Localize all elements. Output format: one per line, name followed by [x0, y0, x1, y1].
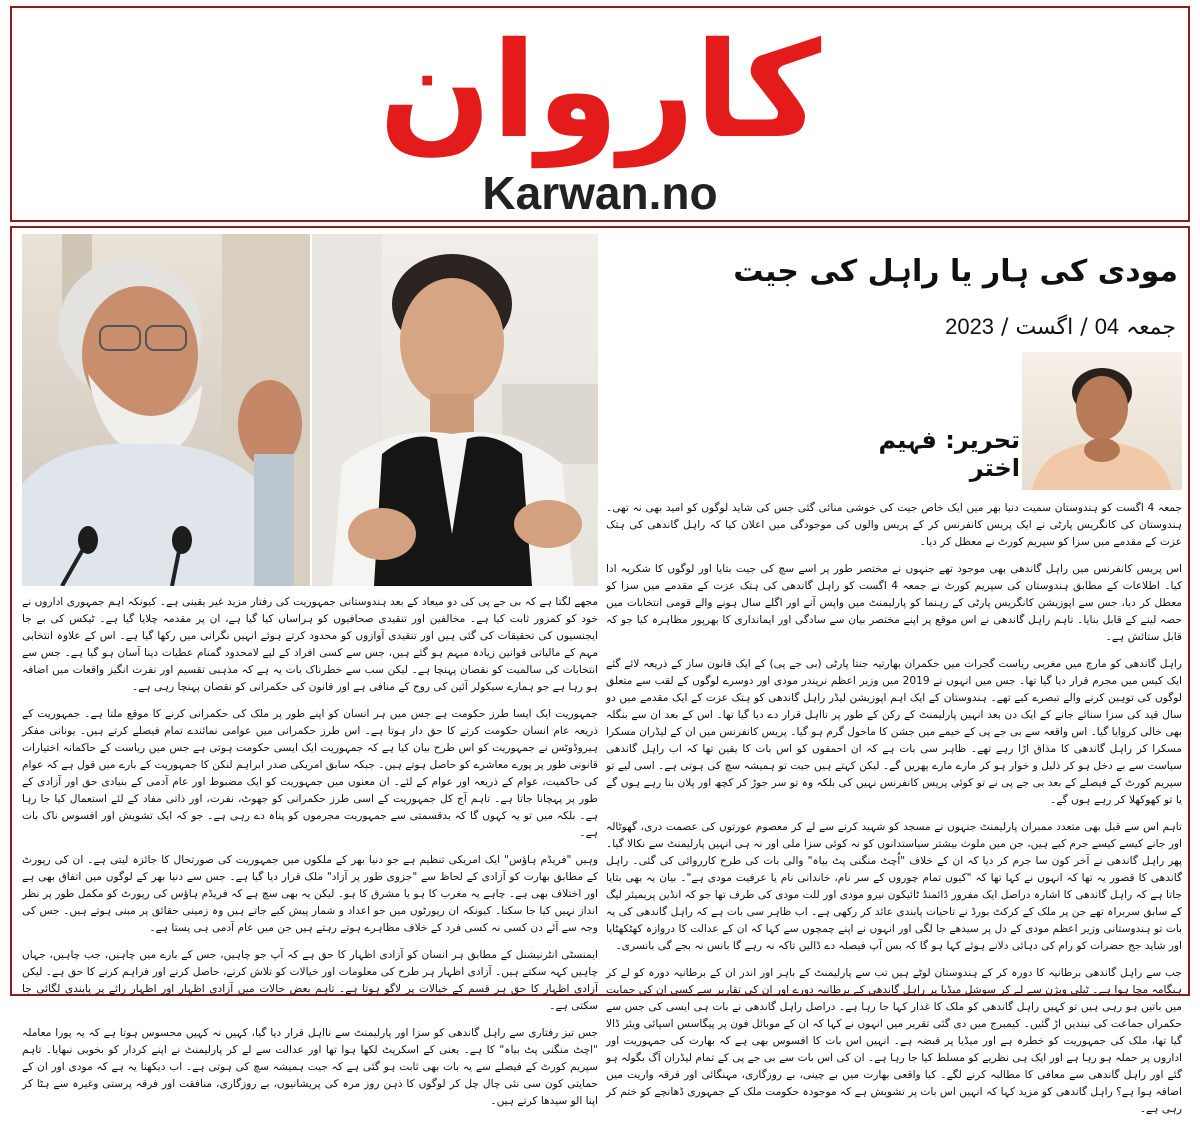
- author-photo: [1022, 352, 1182, 490]
- paragraph: مجھے لگتا ہے کہ بی جے پی کی دو میعاد کے بعد ہندوستانی جمہوریت کی رفتار مزید غیر یقینی ہے۔ کیونکہ اہم جمہوری اداروں نے خود کو کمزور ثابت کیا ہے۔ مخالفین اور تنقیدی صحافیوں کو ہراساں کیا گیا ہے، ان پر مقدمہ چلایا گیا ہے۔ ٹیکس کی بے جا ایجنسیوں کی تحقیقات کی گئی ہیں اور تنقیدی آوازوں کو محدود کرتے ہوئے انہیں نگرانی میں رکھا گیا ہے۔ اس کے علاوہ انتخابی مہم کے مالیاتی قوانین زیادہ مبہم ہو گئے ہیں، جس سے کسی افراد کے لیے لامحدود گمنام عطیات دینا آسان ہو گیا ہے۔ جس سے انتخابات کی سالمیت کو نقصان پہنچا ہے۔ لیکن سب سے خطرناک بات یہ ہے کہ مذہبی تقسیم اور نفرت انگیز واقعات میں اضافہ ہو رہا ہے جو ہمارے سیکولر آئین کی روح کے منافی ہے اور قانون کی حکمرانی کو نقصان پہنچا رہی ہے۔: [22, 596, 598, 693]
- date-prefix: جمعہ: [1126, 315, 1176, 340]
- article-date: جمعہ 04 / اگست / 2023: [945, 314, 1176, 340]
- paragraph: راہل گاندھی کو مارچ میں مغربی ریاست گجرات میں حکمران بھارتیہ جنتا پارٹی (بی جے پی) کے ایک قانون ساز کے ذریعہ لائے گئے ایک کیس میں مجرم قرار دیا گیا تھا۔ جس میں انہوں نے 2019 میں وزیر اعظم نریندر مودی اور دوسرے لوگوں کے لقب سے متعلق لوگوں کی توہین کرنے والے تبصرے کیے تھے۔ ہندوستان کے ایک اہم اپوزیشن لیڈر راہل گاندھی کو ہتک عزت کے ایک مقدمے میں دو سال قید کی سزا سنائے جانے کے ایک دن بعد انہیں پارلیمنٹ کے رکن کے طور پر نااہل قرار دے دیا گیا تھا۔ اس کے بعد ان سے بنگلہ بھی خالی کروایا گیا۔ اس واقعہ سے بی جے پی کے خیمے میں جشن کا ماحول گرم ہو گیا۔ پریس کانفرنس میں ان کے لیڈران مسکرا مسکرا کر راہل گاندھی کا مذاق اڑا رہے تھے۔ ظاہر سی بات ہے کہ ان احمقوں کو اس بات کا یقین تھا کہ اب راہل گاندھی سیاست سے بے دخل ہو کر ذلیل و خوار ہو کر مارے مارے پھریں گے۔ لیکن کہتے ہیں جیت تو ہمیشہ سچ کی ہوتی ہے۔ اسی لیے تو سپریم کورٹ کے فیصلے کے بعد بی جے پی نے تو کوئی پریس کانفرنس نہیں کی بلکہ وہ تو سر جوڑ کر کچھ اور پلان بنا رہے ہوں گے یا تو کھوکھلا کر رہے ہوں گے۔: [606, 658, 1182, 806]
- paragraph: تاہم اس سے قبل بھی متعدد ممبران پارلیمنٹ جنہوں نے مسجد کو شہید کرنے سے لے کر معصوم عورتوں کی عصمت دری، گھوٹالہ اور جانے کیسے کیسے جرم کیے ہیں، جن میں ملوث بیشتر سیاستدانوں کو نہ کوئی سزا ملی اور نہ ہی انہیں پارلیمنٹ سے نکالا گیا۔ پھر راہل گاندھی نے آخر کون سا جرم کر دیا کہ ان کے خلاف "اُچٹ منگنی پٹ بیاہ" والی بات کی طرح کارروائی کی گئی۔ راہل گاندھی کا قصور یہ تھا کہ انہوں نے کہا تھا کہ "کیوں تمام چوروں کے سر نام، خاندانی نام یا عرفیت مودی ہے"۔ بیان یہ بھی بتایا جاتا ہے کہ راہل گاندھی کا اشارہ دراصل ایک مفرور ڈائمنڈ ٹائیکون نیرو مودی اور للت مودی کی طرف تھا جو کہ انڈین پریمیئر لیگ کے سابق سربراہ تھے جن پر ملک کے کرکٹ بورڈ نے تاحیات پابندی عائد کر رکھی ہے۔ اب ظاہر سی بات ہے کہ راہل گاندھی کی یہ بات تو ہندوستانی وزیر اعظم مودی کے دل پر سیدھے جا لگی اور انہوں نے اپنے چمچوں سے کہا کہ ان کے عدالت کا دروازہ کھٹکھٹایا اور شاید جج حضرات کو رام کی دہائی دلانے ہوئے کہا ہو گا کہ بس آپ فیصلہ دے ڈالیں تاکہ نہ رہے گا بانس نہ بجے گی بانسری۔: [606, 821, 1182, 952]
- masthead: [10, 6, 1190, 222]
- date-day: 04: [1094, 314, 1120, 339]
- photo-rahul: [312, 234, 598, 586]
- logo-urdu[interactable]: کاروان: [378, 14, 822, 168]
- paragraph: اس پریس کانفرنس میں راہل گاندھی بھی موجود تھے جنہوں نے مختصر طور پر اسے سچ کی جیت بتایا اور لوگوں کا شکریہ ادا کیا۔ اطلاعات کے مطابق ہندوستان کی سپریم کورٹ نے جمعہ 4 اگست کو راہل گاندھی کی ہتک عزت کے مقدمے میں سزا کو معطل کر دیا، جس سے اپوزیشن کانگریس پارٹی کے رہنما کو پارلیمنٹ میں واپس آنے اور اگلے سال ہونے والے قومی انتخابات میں حصہ لینے کے قابل بنایا۔ تاہم راہل گاندھی نے اس موقع پر اپنے مختصر بیان سے سادگی اور ایمانداری کا بھرپور مظاہرہ کیا جو کہ قابل ستائش ہے۔: [606, 563, 1182, 643]
- paragraph: وہیں "فریڈم ہاؤس" ایک امریکی تنظیم ہے جو دنیا بھر کے ملکوں میں جمہوریت کی صورتحال کا جائزہ لیتی ہے۔ ان کی رپورٹ کے مطابق بھارت کو آزادی کے لحاظ سے "جزوی طور پر آزاد" ملک قرار دیا گیا ہے۔ جس سے دنیا بھر کے لوگوں میں اتفاق بھی ہے اور اختلاف بھی ہے۔ چاہے یہ مغرب کا ہو یا مشرق کا ہو۔ لیکن یہ بھی سچ ہے کہ فریڈم ہاؤس کی رپورٹ کو مکمل طور پر نظر انداز نہیں کیا جا سکتا۔ کیونکہ ان رپورٹوں میں جو اعداد و شمار پیش کیے جاتے ہیں وہ زمینی حقائق پر مبنی ہوتے ہیں۔ جس کی وجہ سے آئے دن کسی نہ کسی فرد کے خلاف مظاہرے ہوتے رہتے ہیں جن میں عام آدمی ہی پستا ہے۔: [22, 854, 598, 934]
- article-byline: تحریر: فہیم اختر: [878, 426, 1020, 482]
- date-month: اگست: [1015, 315, 1074, 340]
- date-year: 2023: [945, 314, 995, 339]
- article-column-left: [22, 594, 598, 1120]
- logo-latin[interactable]: Karwan.no: [482, 167, 718, 219]
- paragraph: جس تیز رفتاری سے راہل گاندھی کو سزا اور پارلیمنٹ سے نااہل قرار دیا گیا، کہیں نہ کہیں محسوس ہوتا ہے کہ یہ پورا معاملہ "اچٹ منگنی پٹ بیاہ" کا ہے۔ یعنی کے اسکرپٹ لکھا ہوا تھا اور عدالت سے لے کر پارلیمنٹ نے اپنے کردار کو بخوبی نبھایا۔ تاہم سپریم کورٹ کے فیصلے سے یہ بات بھی ثابت ہو گئی ہے کہ جیت ہمیشہ سچ کی ہوتی ہے۔ اب دیکھنا یہ ہے کہ مودی اور ان کے حمایتی کون سی نئی چال چل کر لوگوں کا ذہن روز مرہ کی پریشانیوں، بے روزگاری، منافقت اور فرقہ پرستی وغیرہ سے ہٹا کر اپنا الو سیدھا کرتے ہیں۔: [22, 1027, 598, 1107]
- article-headline: مودی کی ہار یا راہل کی جیت: [733, 254, 1178, 289]
- paragraph: ایمنسٹی انٹرنیشنل کے مطابق ہر انسان کو آزادی اظہار کا حق ہے کہ آپ جو چاہیں، جس کے بارے میں چاہیں، جب چاہیں، جہاں چاہیں کہہ سکتے ہیں۔ آزادی اظہار ہر طرح کی معلومات اور خیالات کو تلاش کرنے، حاصل کرنے اور فراہم کرنے کا حق ہے۔ لیکن آزادی اظہار کا حق ہر قسم کے خیالات پر لاگو ہوتا ہے۔ تاہم بعض حالات میں آزادی اظہار اور اظہار رائے پر پابندی لگائی جا سکتی ہے۔: [22, 949, 598, 1012]
- photo-modi: [22, 234, 310, 586]
- paragraph: جمہوریت ایک ایسا طرز حکومت ہے جس میں ہر انسان کو اپنے طور پر ملک کی حکمرانی کرنے کا موقع ملتا ہے۔ جمہوریت کے ذریعہ عام انسان حکومت کرنے کا حق دار ہوتا ہے۔ اس طرز حکمرانی میں عوامی نمائندے تمام فیصلے کرتے ہیں۔ یونانی مفکر ہیروڈوٹس نے جمہوریت کو اس طرح بیان کیا ہے کہ جمہوریت ایک ایسی حکومت ہوتی ہے جس میں ریاست کے حاکمانہ اختیارات قانونی طور پر پورے معاشرے کو حاصل ہوتے ہیں۔ جبکہ سابق امریکی صدر ابراہم لنکن کا جمہوریت کے بارے میں قول ہے کہ عوام کی حاکمیت، عوام کے ذریعہ اور عوام کے لئے۔ ان معنوں میں جمہوریت کو ایک مضبوط اور عام آدمی کے بنیادی حق اور آزادی کے طور پر پہچانا جاتا ہے۔ تاہم آج کل جمہوریت کے اسی طرز حکمرانی کو جھوٹ، نفرت، اور ذاتی مفاد کے لئے استعمال کیا جا رہا ہے۔ بلکہ میں تو یہ کہوں گا کہ بدقسمتی سے جمہوریت مجرموں کو پناہ دے رہی ہے۔ جو کہ ایک تشویش اور افسوس ناک بات ہے۔: [22, 708, 598, 839]
- article-column-right: [606, 500, 1182, 1128]
- paragraph: جمعہ 4 اگست کو ہندوستان سمیت دنیا بھر میں ایک خاص جیت کی خوشی منائی گئی جس کی شاید لوگوں کو امید بھی نہ تھی۔ ہندوستان کی کانگریس پارٹی نے ایک پریس کانفرنس کر کے پریس والوں کی موجودگی میں اعلان کیا کہ راہل گاندھی کی ہتک عزت کے مقدمے میں سزا کو سپریم کورٹ نے معطل کر دیا۔: [606, 502, 1182, 548]
- paragraph: جب سے راہل گاندھی برطانیہ کا دورہ کر کے ہندوستان لوٹے ہیں تب سے پارلیمنٹ کے باہر اور اندر ان کے برطانیہ دورہ کو لے کر ہنگامہ مچا ہوا ہے۔ ٹیلی ویژن سے لے کر سوشل میڈیا پر راہل گاندھی کے برطانیہ دورے اور ان کی تقاریر سے کسی ان کی حمایت میں باتیں ہو رہی ہیں تو کہیں راہل گاندھی کو ملک کا غدار کہا جا رہا ہے۔ دراصل راہل گاندھی نے بات ہی ایسی کی جس سے حکمراں جماعت کی نیندیں اڑ گئیں۔ کیمبرج میں دی گئی تقریر میں انہوں نے کہا کہ ان کے موبائل فون پر پیگاسس اسپائی ویئر ڈالا گیا تھا، ملک کی جمہوریت کو خطرہ ہے اور میڈیا پر قبضہ ہے۔ انہیں اس بات کا افسوس بھی ہے کہ بھارت کی جمہوریت اور اداروں پر حملہ ہو رہا ہے اور ایک ہی نظریے کو مسلط کیا جا رہا ہے۔ ان کی اس بات سے بی جے پی کے تمام لیڈران آگ بگولہ ہو گئے اور راہل گاندھی سے معافی کا مطالبہ کرنے لگے۔ کیا واقعی بھارت میں بے چینی، بے روزگاری، مہنگائی اور فرقہ واریت میں اضافہ ہوا ہے؟ راہل گاندھی کو مزید کہا کہ انہیں اس بات پر تشویش ہے کہ موجودہ حکومت ملک کے جمہوری ڈھانچے کو ختم کر رہی ہے۔: [606, 967, 1182, 1115]
